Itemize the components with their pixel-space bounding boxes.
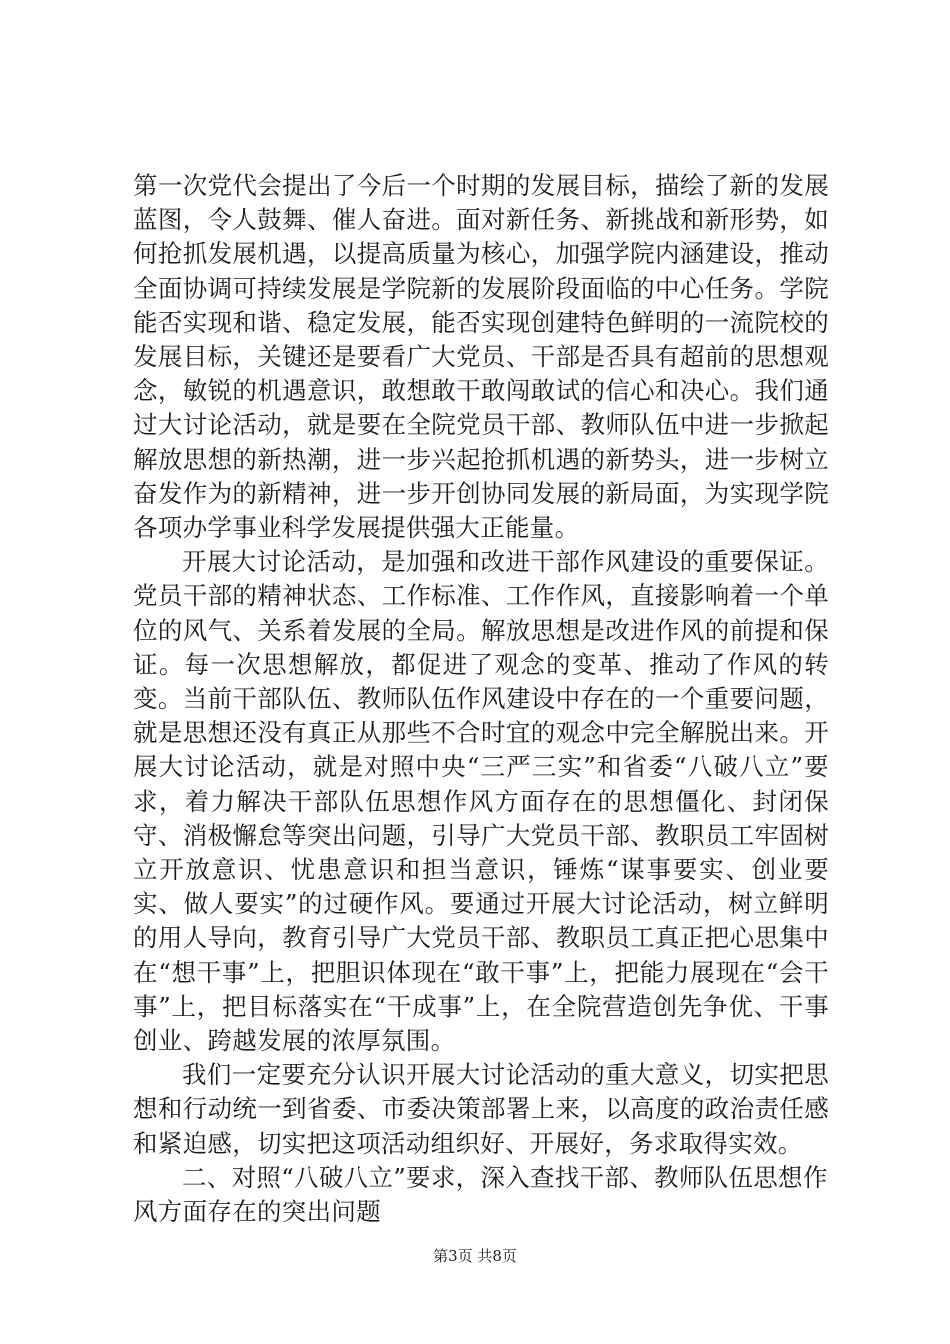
page-footer: 第3页 共8页 xyxy=(433,1247,517,1265)
section-heading: 二、对照“八破八立”要求，深入查找干部、教师队伍思想作风方面存在的突出问题 xyxy=(133,1162,828,1227)
document-body xyxy=(133,169,829,1229)
paragraph: 我们一定要充分认识开展大讨论活动的重大意义，切实把思想和行动统一到省委、市委决策部署上来，以高度的政治责任感和紧迫感，切实把这项活动组织好、开展好，务求取得实效。 xyxy=(133,1060,829,1158)
paragraph-continued: 第一次党代会提出了今后一个时期的发展目标，描绘了新的发展蓝图，令人鼓舞、催人奋进。面对新任务、新挑战和新形势，如何抢抓发展机遇，以提高质量为核心，加强学院内涵建设，推动全面协调可持续发展是学院新的发展阶段面临的中心任务。学院能否实现和谐、稳定发展，能否实现创建特色鲜明的一流院校的发展目标，关键还是要看广大党员、干部是否具有超前的思想观念，敏锐的机遇意识，敢想敢干敢闯敢试的信心和决心。我们通过大讨论活动，就是要在全院党员干部、教师队伍中进一步掀起解放思想的新热潮，进一步兴起抢抓机遇的新势头，进一步树立奋发作为的新精神，进一步开创协同发展的新局面，为实现学院各项办学事业科学发展提供强大正能量。 xyxy=(133,171,829,543)
paragraph: 开展大讨论活动，是加强和改进干部作风建设的重要保证。党员干部的精神状态、工作标准、工作作风，直接影响着一个单位的风气、关系着发展的全局。解放思想是改进作风的前提和保证。每一次思想解放，都促进了观念的变革、推动了作风的转变。当前干部队伍、教师队伍作风建设中存在的一个重要问题，就是思想还没有真正从那些不合时宜的观念中完全解脱出来。开展大讨论活动，就是对照中央“三严三实”和省委“八破八立”要求，着力解决干部队伍思想作风方面存在的思想僵化、封闭保守、消极懈怠等突出问题，引导广大党员干部、教职员工牢固树立开放意识、忧患意识和担当意识，锤炼“谋事要实、创业要实、做人要实”的过硬作风。要通过开展大讨论活动，树立鲜明的用人导向，教育引导广大党员干部、教职员工真正把心思集中在“想干事”上，把胆识体现在“敢干事”上，把能力展现在“会干事”上，把目标落实在“干成事”上，在全院营造创先争优、干事创业、跨越发展的浓厚氛围。 xyxy=(133,547,830,1056)
